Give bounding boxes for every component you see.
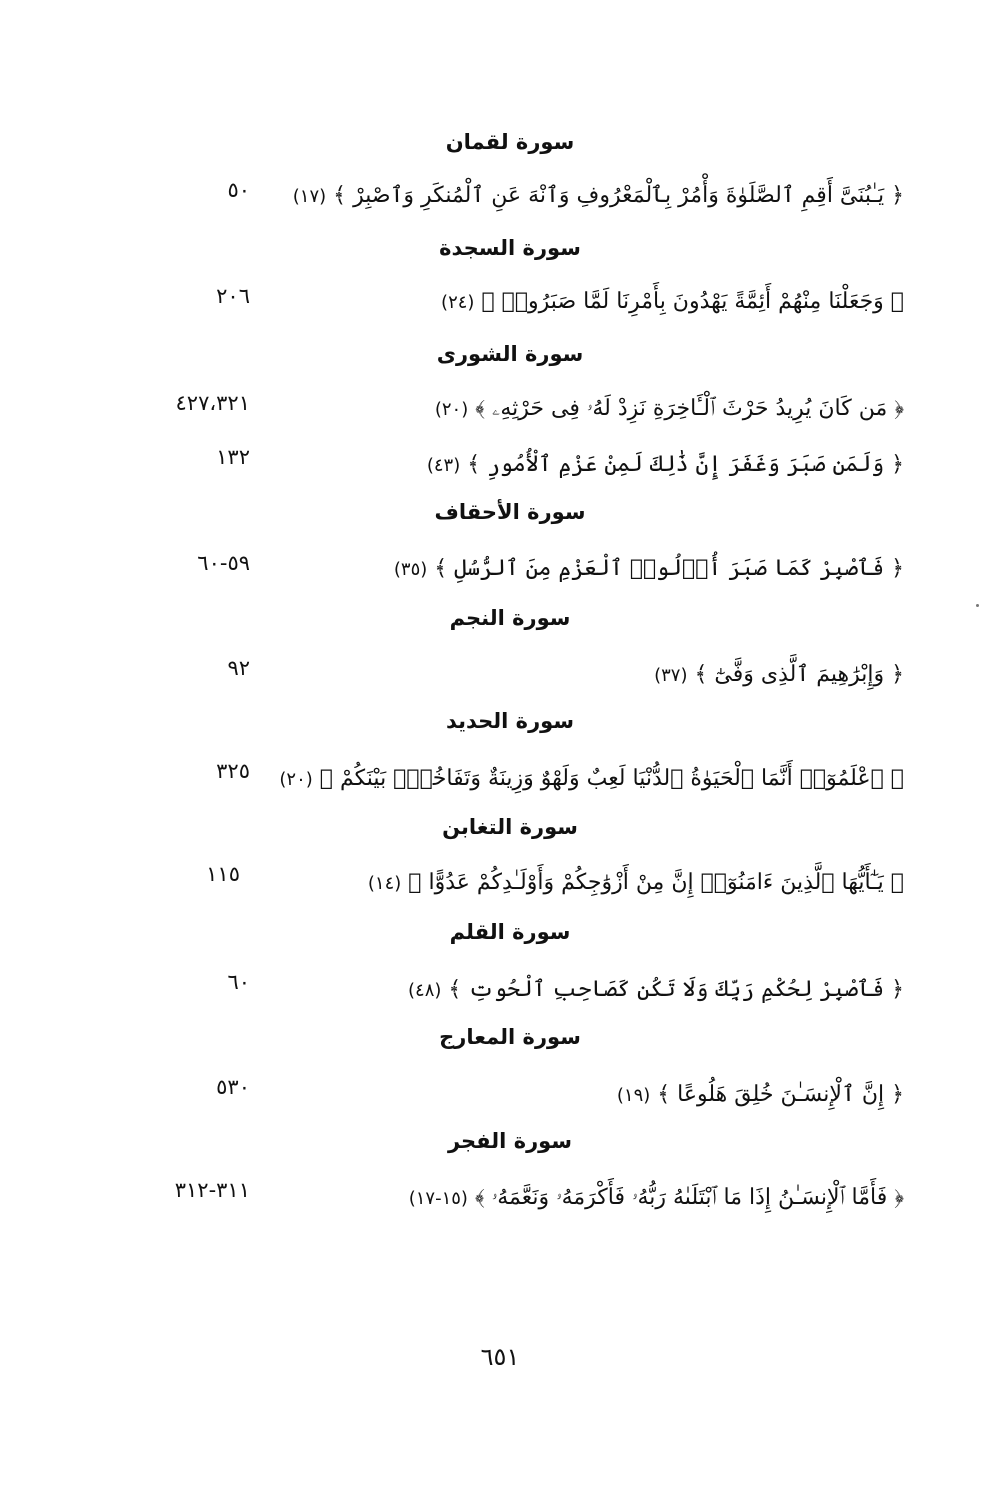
close-bracket: ﴾ [657,1082,671,1107]
page-refs: ٦٠ [227,970,250,994]
surah-title: سورة المعارج [439,1025,581,1049]
verse-ref: (١٩) [616,1085,651,1106]
close-bracket: ﴾ [319,766,333,791]
close-bracket: ﴾ [434,556,448,581]
surah-title: سورة الحديد [446,709,574,733]
page-refs: ٢٠٦ [216,284,250,308]
page-refs: ٣١١-٣١٢ [174,1178,250,1202]
open-bracket: ﴿ [890,766,904,791]
scan-speck [976,604,979,607]
verse-line [284,977,904,1002]
verse-line [279,766,904,791]
close-bracket: ﴾ [475,396,485,421]
verse-line [284,1185,904,1210]
close-bracket: ﴾ [467,452,481,477]
verse-ref: (٤٣) [426,455,461,476]
verse-text: فَٱصْبِرْ لِحُكْمِ رَبِّكَ وَلَا تَكُن كَصَاحِبِ ٱلْحُوتِ [468,977,885,1002]
close-bracket: ﴾ [474,1185,485,1210]
verse-line [284,556,904,581]
verse-line [284,662,904,687]
verse-text: ٱعْلَمُوٓا۟ أَنَّمَا ٱلْحَيَوٰةُ ٱلدُّنْيَا لَعِبٌ وَلَهْوٌ وَزِينَةٌ وَتَفَاخُرٌۢ بَيْنَكُمْ [340,766,884,791]
open-bracket: ﴿ [891,1082,904,1107]
verse-text: وَلَمَن صَبَرَ وَغَفَرَ إِنَّ ذَٰلِكَ لَمِنْ عَزْمِ ٱلْأُمُورِ [487,452,885,477]
verse-text: يَـٰٓأَيُّهَا ٱلَّذِينَ ءَامَنُوٓا۟ إِنَّ مِنْ أَزْوَٰجِكُمْ وَأَوْلَـٰدِكُمْ عَدُوًّا [428,870,884,895]
verse-ref: (١٤) [367,873,402,894]
surah-title: سورة الفجر [447,1129,572,1153]
close-bracket: ﴾ [481,289,495,314]
surah-title: سورة التغابن [442,815,578,839]
surah-title: سورة الشورى [436,342,584,366]
verse-line [284,183,904,208]
page-refs: ٤٢٧،٣٢١ [175,391,250,415]
open-bracket: ﴿ [891,977,904,1002]
page-number: ٦٥١ [480,1343,520,1371]
surah-title: سورة الأحقاف [434,500,586,524]
verse-line [284,1082,904,1107]
verse-ref: (٢٠) [434,399,469,420]
verse-text: وَجَعَلْنَا مِنْهُمْ أَئِمَّةً يَهْدُونَ بِأَمْرِنَا لَمَّا صَبَرُوا۟ [501,289,884,314]
verse-ref: (٢٠) [279,769,313,790]
close-bracket: ﴾ [408,870,422,895]
verse-ref: (٣٥) [393,559,428,580]
verse-line [284,870,904,895]
verse-text: مَن كَانَ يُرِيدُ حَرْثَ ٱلْـَٔاخِرَةِ نَزِدْ لَهُۥ فِى حَرْثِهِۦ [491,396,888,421]
verse-text: وَإِبْرَٰهِيمَ ٱلَّذِى وَفَّىٰٓ [714,662,885,687]
open-bracket: ﴿ [890,289,904,314]
open-bracket: ﴿ [894,396,904,421]
page-refs: ٥٣٠ [216,1075,250,1099]
open-bracket: ﴿ [894,1185,904,1210]
surah-title: سورة لقمان [445,130,575,154]
page-refs: ٩٢ [227,656,250,680]
verse-ref: (٢٤) [441,292,475,313]
verse-line [284,452,904,477]
verse-ref: (١٧) [292,186,327,207]
verse-text: إِنَّ ٱلْإِنسَـٰنَ خُلِقَ هَلُوعًا [677,1082,885,1107]
verse-text: فَأَمَّا ٱلْإِنسَـٰنُ إِذَا مَا ٱبْتَلَىٰهُ رَبُّهُۥ فَأَكْرَمَهُۥ وَنَعَّمَهُۥ [491,1185,888,1210]
verse-line [284,289,904,314]
page-refs: ٣٢٥ [216,759,250,783]
close-bracket: ﴾ [694,662,708,687]
verse-ref: (١٥-١٧) [408,1188,468,1209]
open-bracket: ﴿ [890,870,904,895]
close-bracket: ﴾ [333,183,347,208]
verse-ref: (٤٨) [408,980,442,1001]
verse-ref: (٣٧) [654,665,688,686]
open-bracket: ﴿ [891,556,904,581]
close-bracket: ﴾ [448,977,462,1002]
surah-title: سورة السجدة [439,236,581,260]
verse-text: يَـٰبُنَىَّ أَقِمِ ٱلصَّلَوٰةَ وَأْمُرْ بِٱلْمَعْرُوفِ وَٱنْهَ عَنِ ٱلْمُنكَرِ وَٱصْبِرْ [353,183,885,208]
open-bracket: ﴿ [891,452,904,477]
verse-text: فَٱصْبِرْ كَمَا صَبَرَ أُو۟لُوا۟ ٱلْعَزْمِ مِنَ ٱلرُّسُلِ [454,556,885,581]
page-refs: ٥٠ [227,178,250,202]
page-refs: ٥٩-٦٠ [197,551,250,575]
page-refs: ١٣٢ [216,445,250,469]
open-bracket: ﴿ [891,183,904,208]
surah-title: سورة النجم [449,606,571,630]
open-bracket: ﴿ [891,662,904,687]
verse-line [284,396,904,421]
page-refs: ١١٥ [206,862,240,886]
surah-title: سورة القلم [449,920,571,944]
